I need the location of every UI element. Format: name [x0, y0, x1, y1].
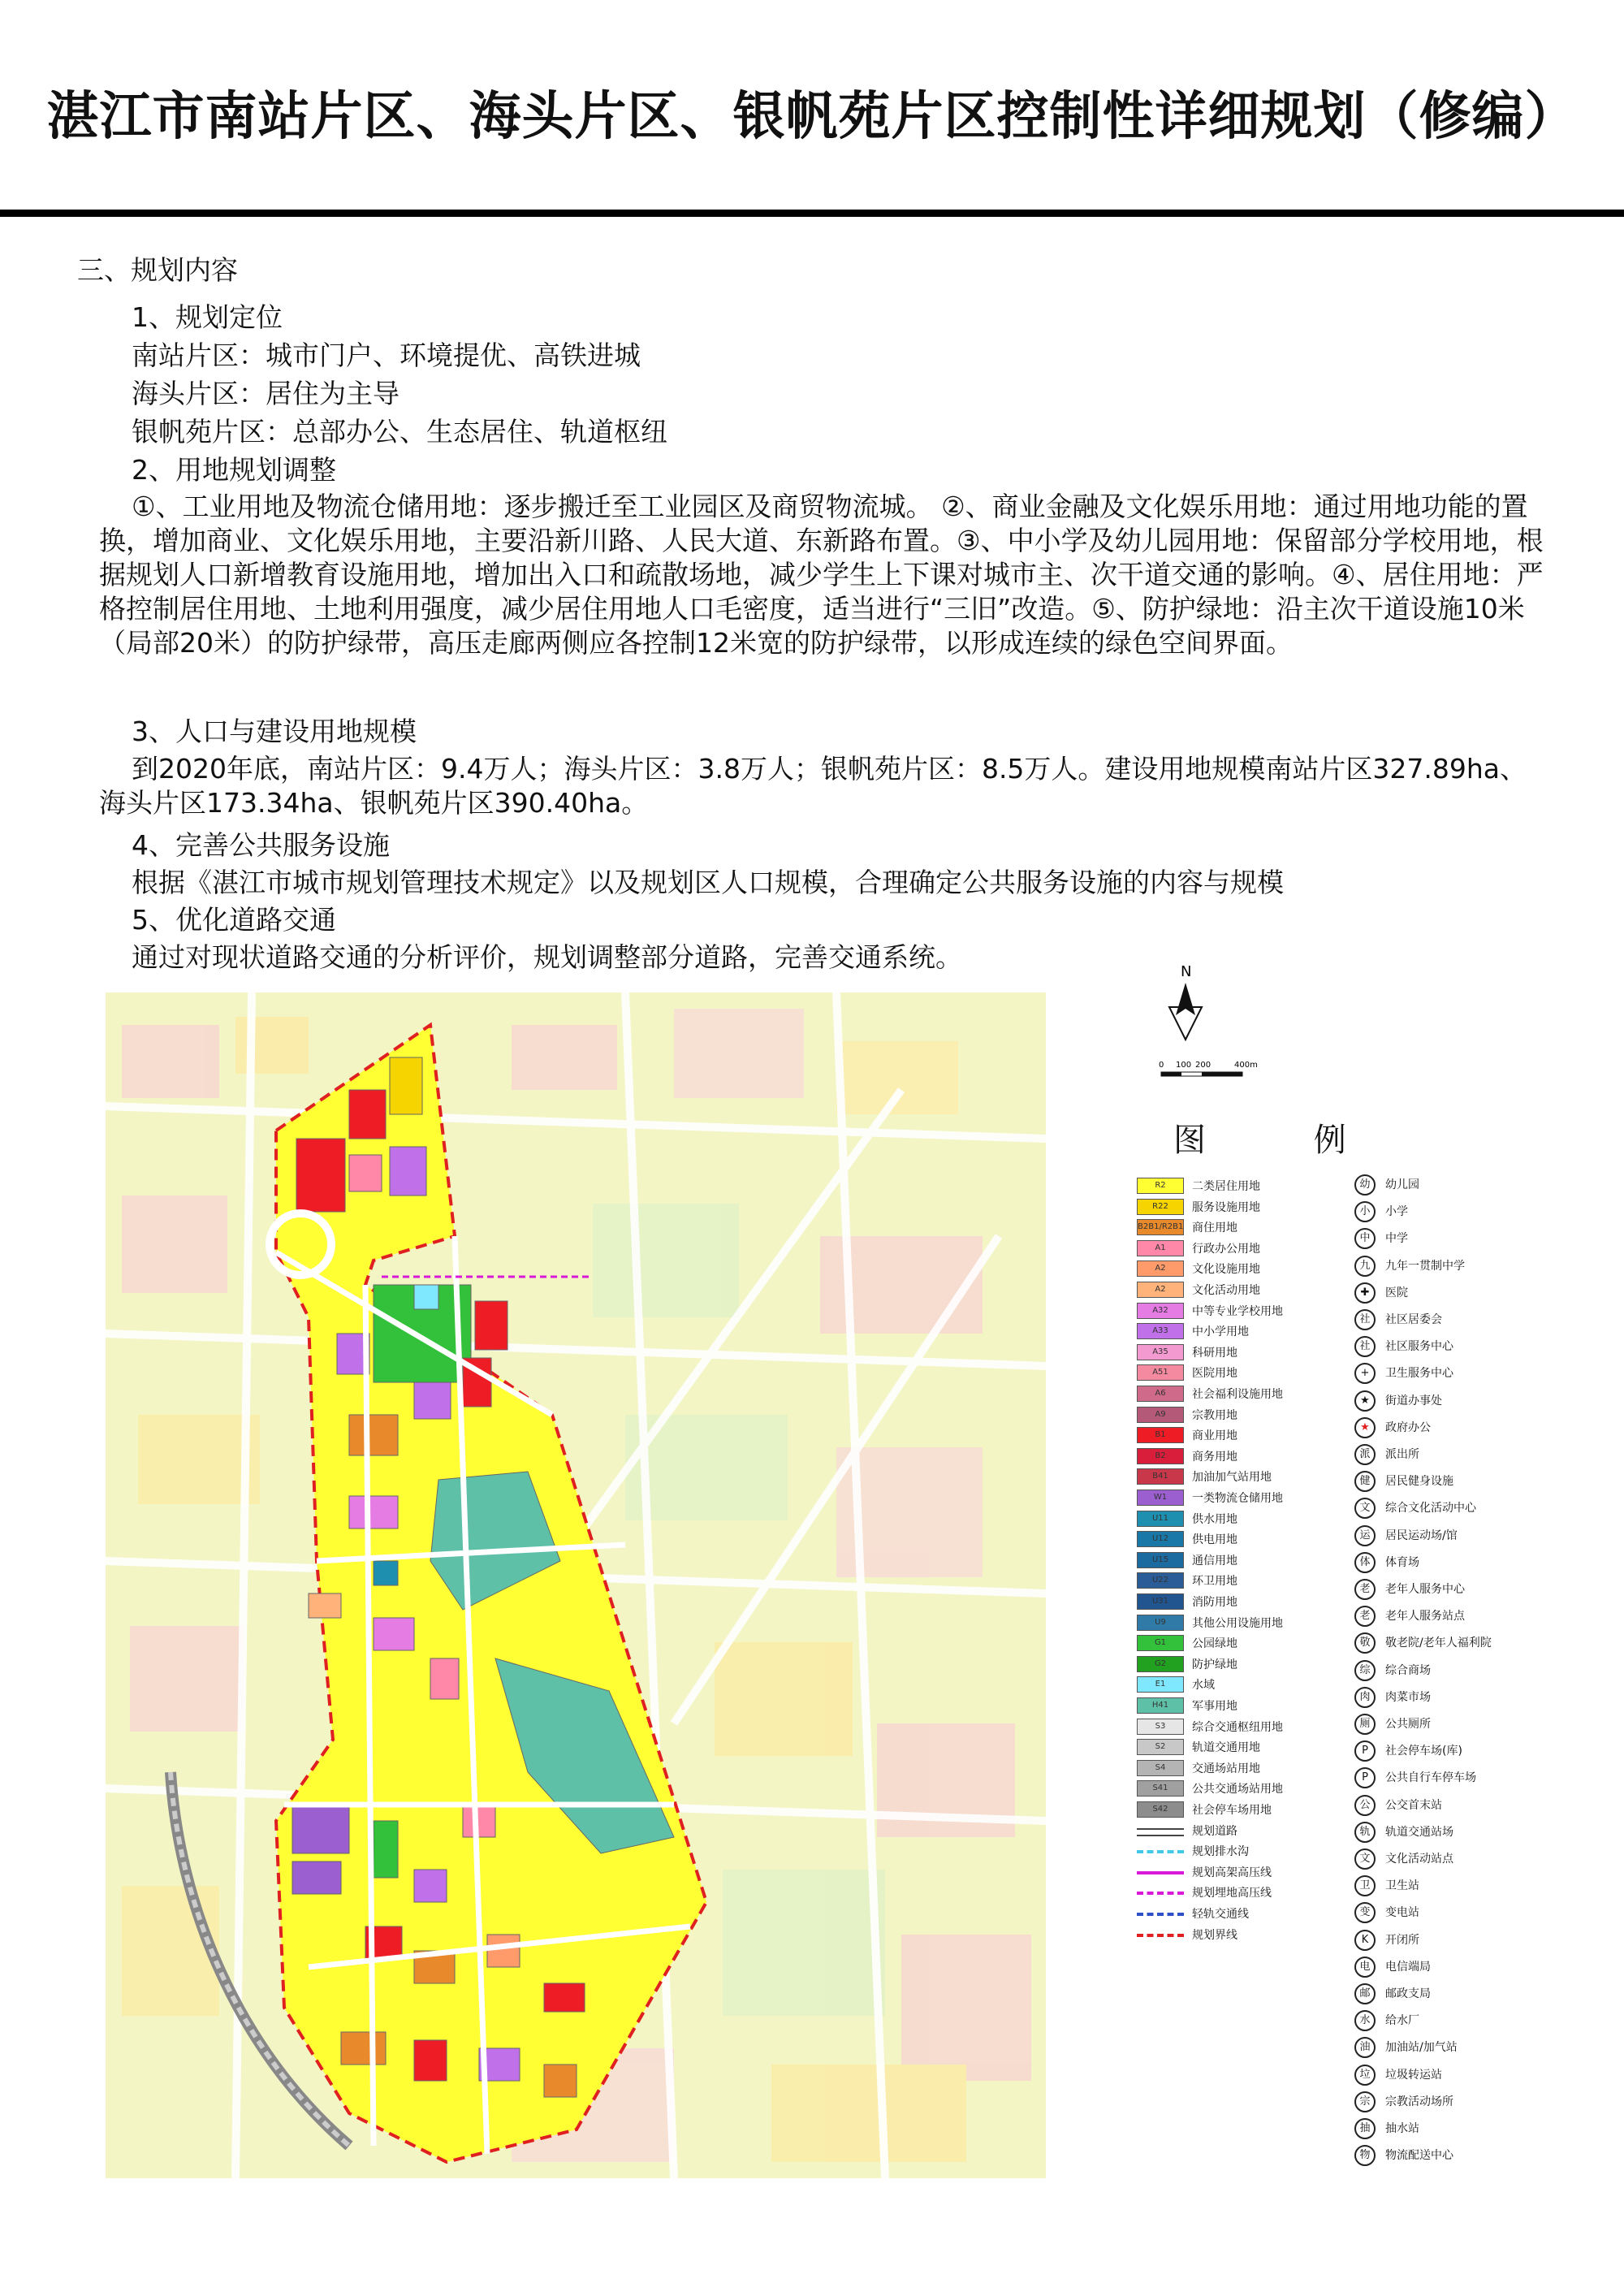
- legend-line-sample: [1137, 1913, 1184, 1916]
- facility-symbol-icon: 油: [1354, 2037, 1376, 2058]
- legend-swatch: H41: [1137, 1697, 1184, 1714]
- legend-label: 宗教用地: [1192, 1408, 1237, 1422]
- legend-label: 其他公用设施用地: [1192, 1616, 1283, 1630]
- legend-swatch: U15: [1137, 1552, 1184, 1568]
- north-label: N: [1181, 963, 1192, 980]
- legend-label: 综合商场: [1385, 1663, 1431, 1677]
- legend-label: 供电用地: [1192, 1533, 1237, 1547]
- legend-swatch: A9: [1137, 1407, 1184, 1423]
- item-5-heading: 5、优化道路交通: [132, 904, 336, 936]
- facility-symbol-icon: 物: [1354, 2145, 1376, 2166]
- legend-label: 社区服务中心: [1385, 1340, 1453, 1354]
- legend-line-sample: [1137, 1934, 1184, 1937]
- facility-symbol-icon: 文: [1354, 1848, 1376, 1870]
- legend-label: 中小学用地: [1192, 1325, 1249, 1339]
- legend-line-sample: [1137, 1828, 1184, 1836]
- legend-swatch: U9: [1137, 1615, 1184, 1631]
- legend-label: 居民健身设施: [1385, 1475, 1453, 1489]
- item-4-heading: 4、完善公共服务设施: [132, 829, 390, 861]
- legend-label: 物流配送中心: [1385, 2149, 1453, 2163]
- legend-label: 医院: [1385, 1286, 1408, 1299]
- legend-label: 服务设施用地: [1192, 1200, 1260, 1214]
- legend-swatch: U31: [1137, 1593, 1184, 1610]
- item-4-paragraph: 根据《湛江市城市规划管理技术规定》以及规划区人口规模，合理确定公共服务设施的内容与规模: [132, 867, 1284, 898]
- legend-swatch: A32: [1137, 1303, 1184, 1319]
- legend-label: 规划道路: [1192, 1824, 1237, 1838]
- legend-swatch: W1: [1137, 1490, 1184, 1506]
- facility-symbol-icon: 九: [1354, 1256, 1376, 1277]
- legend-label: 一类物流仓储用地: [1192, 1492, 1283, 1505]
- scale-label: 100: [1176, 1061, 1192, 1070]
- facility-symbol-icon: 运: [1354, 1525, 1376, 1546]
- title-divider: [0, 210, 1624, 217]
- item-1-line-3: 银帆苑片区：总部办公、生态居住、轨道枢纽: [132, 416, 667, 448]
- legend-label: 规划排水沟: [1192, 1845, 1249, 1859]
- facility-symbol-icon: 社: [1354, 1309, 1376, 1330]
- facility-symbol-icon: 电: [1354, 1957, 1376, 1978]
- legend-label: 商务用地: [1192, 1450, 1237, 1464]
- legend-label: 九年一贯制中学: [1385, 1259, 1465, 1273]
- facility-symbol-icon: 肉: [1354, 1687, 1376, 1708]
- legend-label: 社会福利设施用地: [1192, 1388, 1283, 1401]
- legend-label: 供水用地: [1192, 1512, 1237, 1526]
- legend-label: 宗教活动场所: [1385, 2095, 1453, 2108]
- legend-label: 公共交通场站用地: [1192, 1783, 1283, 1797]
- scale-label: 200: [1195, 1061, 1212, 1070]
- legend-swatch: A2: [1137, 1282, 1184, 1298]
- legend-label: 规划埋地高压线: [1192, 1887, 1272, 1900]
- legend-label: 科研用地: [1192, 1346, 1237, 1360]
- legend-swatch: B2: [1137, 1448, 1184, 1464]
- legend-label: 公园绿地: [1192, 1637, 1237, 1651]
- item-1-line-1: 南站片区：城市门户、环境提优、高铁进城: [132, 339, 641, 371]
- legend-swatch: U22: [1137, 1572, 1184, 1589]
- legend-label: 规划界线: [1192, 1928, 1237, 1942]
- item-3-heading: 3、人口与建设用地规模: [132, 716, 417, 747]
- facility-symbol-icon: 抽: [1354, 2118, 1376, 2139]
- item-1-heading: 1、规划定位: [132, 301, 283, 333]
- legend-swatch: G2: [1137, 1656, 1184, 1672]
- legend-label: 军事用地: [1192, 1700, 1237, 1713]
- legend-label: 轻轨交通线: [1192, 1908, 1249, 1921]
- facility-symbol-icon: 垃: [1354, 2065, 1376, 2086]
- facility-symbol-icon: 健: [1354, 1471, 1376, 1492]
- legend-label: 综合交通枢纽用地: [1192, 1720, 1283, 1734]
- legend-swatch: R22: [1137, 1199, 1184, 1215]
- legend-label: 文化活动站点: [1385, 1853, 1453, 1866]
- facility-symbol-icon: 幼: [1354, 1174, 1376, 1196]
- legend-label: 派出所: [1385, 1448, 1419, 1461]
- legend-label: 轨道交通站场: [1385, 1825, 1453, 1839]
- facility-symbol-icon: 公: [1354, 1795, 1376, 1816]
- legend-label: 幼儿园: [1385, 1178, 1419, 1191]
- facility-symbol-icon: 老: [1354, 1579, 1376, 1600]
- legend-label: 老年人服务中心: [1385, 1583, 1465, 1596]
- facility-symbol-icon: P: [1354, 1740, 1376, 1762]
- legend-label: 轨道交通用地: [1192, 1741, 1260, 1755]
- legend-swatch: A33: [1137, 1323, 1184, 1339]
- legend-label: 社会停车场用地: [1192, 1804, 1272, 1817]
- scale-bar: [1153, 1056, 1275, 1088]
- section-heading: 三、规划内容: [77, 254, 238, 286]
- legend-label: 防护绿地: [1192, 1658, 1237, 1671]
- facility-symbol-icon: +: [1354, 1363, 1376, 1384]
- document-title: 湛江市南站片区、海头片区、银帆苑片区控制性详细规划（修编）: [46, 87, 1578, 147]
- land-use-plan-map: [106, 992, 1046, 2178]
- legend-swatch: B1: [1137, 1427, 1184, 1443]
- facility-symbol-icon: 老: [1354, 1606, 1376, 1627]
- legend-label: 邮政支局: [1385, 1987, 1431, 2000]
- legend-line-sample: [1137, 1871, 1184, 1874]
- facility-symbol-icon: 小: [1354, 1201, 1376, 1222]
- facility-symbol-icon: ★: [1354, 1417, 1376, 1438]
- legend-label: 抽水站: [1385, 2122, 1419, 2135]
- legend-label: 卫生站: [1385, 1879, 1419, 1893]
- facility-symbol-icon: 敬: [1354, 1632, 1376, 1654]
- facility-symbol-icon: 体: [1354, 1552, 1376, 1573]
- legend-label: 消防用地: [1192, 1596, 1237, 1609]
- legend-label: 环卫用地: [1192, 1575, 1237, 1589]
- legend-label: 垃圾转运站: [1385, 2068, 1442, 2082]
- legend-swatch: A51: [1137, 1364, 1184, 1381]
- legend-label: 加油站/加气站: [1385, 2041, 1458, 2055]
- item-2-heading: 2、用地规划调整: [132, 454, 336, 486]
- legend-label: 公共厕所: [1385, 1718, 1431, 1731]
- legend-label: 电信端局: [1385, 1960, 1431, 1974]
- legend-label: 公交首末站: [1385, 1798, 1442, 1812]
- facility-symbol-icon: 中: [1354, 1228, 1376, 1249]
- legend-swatch: A35: [1137, 1344, 1184, 1360]
- legend-swatch: U12: [1137, 1531, 1184, 1547]
- facility-symbol-icon: 水: [1354, 2010, 1376, 2031]
- legend-swatch: S4: [1137, 1760, 1184, 1776]
- legend-label: 综合文化活动中心: [1385, 1502, 1476, 1516]
- legend-label: 小学: [1385, 1205, 1408, 1219]
- north-arrow-icon: [1145, 958, 1226, 1056]
- legend-label: 文化设施用地: [1192, 1263, 1260, 1277]
- facility-symbol-icon: 派: [1354, 1444, 1376, 1465]
- legend-line-sample: [1137, 1850, 1184, 1853]
- facility-symbol-icon: 宗: [1354, 2091, 1376, 2112]
- legend-swatch: G1: [1137, 1635, 1184, 1651]
- facility-symbol-icon: P: [1354, 1767, 1376, 1788]
- legend-label: 规划高架高压线: [1192, 1866, 1272, 1879]
- legend-swatch: S2: [1137, 1739, 1184, 1755]
- legend-label: 中学: [1385, 1232, 1408, 1246]
- facility-symbol-icon: 文: [1354, 1498, 1376, 1519]
- legend-label: 体育场: [1385, 1555, 1419, 1569]
- facility-symbol-icon: 变: [1354, 1902, 1376, 1923]
- legend-label: 医院用地: [1192, 1367, 1237, 1381]
- legend-label: 变电站: [1385, 1906, 1419, 1920]
- legend-label: 社区居委会: [1385, 1313, 1442, 1326]
- legend-swatch: B41: [1137, 1468, 1184, 1485]
- facility-symbol-icon: 厕: [1354, 1714, 1376, 1735]
- legend-swatch: R2: [1137, 1178, 1184, 1194]
- legend-label: 卫生服务中心: [1385, 1367, 1453, 1381]
- scale-label: 0: [1159, 1061, 1164, 1070]
- legend-swatch: U11: [1137, 1511, 1184, 1527]
- legend-label: 老年人服务站点: [1385, 1610, 1465, 1624]
- legend-swatch: S42: [1137, 1801, 1184, 1818]
- item-1-line-2: 海头片区：居住为主导: [132, 378, 400, 409]
- facility-symbol-icon: 邮: [1354, 1983, 1376, 2004]
- legend-swatch: A1: [1137, 1240, 1184, 1256]
- legend-label: 行政办公用地: [1192, 1242, 1260, 1256]
- facility-symbol-icon: ✚: [1354, 1282, 1376, 1304]
- legend-label: 中等专业学校用地: [1192, 1304, 1283, 1318]
- legend-label: 文化活动用地: [1192, 1284, 1260, 1297]
- facility-symbol-icon: 综: [1354, 1660, 1376, 1681]
- legend-swatch: S41: [1137, 1780, 1184, 1797]
- legend-label: 街道办事处: [1385, 1394, 1442, 1407]
- legend-line-sample: [1137, 1892, 1184, 1895]
- facility-symbol-icon: 社: [1354, 1336, 1376, 1357]
- legend-label: 水域: [1192, 1679, 1215, 1693]
- item-5-paragraph: 通过对现状道路交通的分析评价，规划调整部分道路，完善交通系统。: [132, 941, 962, 973]
- legend-swatch: S3: [1137, 1719, 1184, 1735]
- legend-swatch: A2: [1137, 1260, 1184, 1277]
- legend-label: 政府办公: [1385, 1420, 1431, 1434]
- legend-label: 加油加气站用地: [1192, 1471, 1272, 1485]
- legend-label: 社会停车场(库): [1385, 1745, 1462, 1758]
- legend-label: 敬老院/老年人福利院: [1385, 1637, 1492, 1650]
- legend-label: 通信用地: [1192, 1554, 1237, 1567]
- item-2-paragraph: ①、工业用地及物流仓储用地：逐步搬迁至工业园区及商贸物流城。 ②、商业金融及文化娱乐用地：通过用地功能的置换，增加商业、文化娱乐用地，主要沿新川路、人民大道、东新路布置。③、中小学及幼儿园用地：保留部分学校用地，根据规划人口新增教育设施用地，增加出入口和疏散场地，减少学生上下课对城市主、次干道交通的影响。④、居住用地：严格控制居住用地、土地利用强度，减少居住用地人口毛密度，适当进行“三旧”改造。⑤、防护绿地：沿主次干道设施10米（局部20米）的防护绿带，高压走廊两侧应各控制12米宽的防护绿带，以形成连续的绿色空间界面。: [99, 491, 1544, 659]
- legend-label: 开闭所: [1385, 1933, 1419, 1947]
- facility-symbol-icon: 卫: [1354, 1875, 1376, 1896]
- legend-swatch: B2B1/R2B1: [1137, 1219, 1184, 1235]
- scale-label: 400m: [1234, 1061, 1258, 1070]
- legend-swatch: E1: [1137, 1676, 1184, 1693]
- legend-label: 肉菜市场: [1385, 1690, 1431, 1704]
- item-3-paragraph: 到2020年底，南站片区：9.4万人；海头片区：3.8万人；银帆苑片区：8.5万人。建设用地规模南站片区327.89ha、海头片区173.34ha、银帆苑片区390.40ha。: [99, 753, 1527, 819]
- legend-label: 公共自行车停车场: [1385, 1771, 1476, 1785]
- facility-symbol-icon: ★: [1354, 1390, 1376, 1412]
- legend-swatch: A6: [1137, 1386, 1184, 1402]
- facility-symbol-icon: 轨: [1354, 1822, 1376, 1843]
- facility-symbol-icon: K: [1354, 1930, 1376, 1951]
- legend-label: 交通场站用地: [1192, 1762, 1260, 1775]
- legend-label: 商住用地: [1192, 1222, 1237, 1235]
- legend-label: 二类居住用地: [1192, 1180, 1260, 1193]
- legend-label: 居民运动场/馆: [1385, 1529, 1458, 1542]
- legend-title: 图 例: [1173, 1122, 1395, 1159]
- legend-label: 商业用地: [1192, 1429, 1237, 1443]
- legend-label: 给水厂: [1385, 2014, 1419, 2028]
